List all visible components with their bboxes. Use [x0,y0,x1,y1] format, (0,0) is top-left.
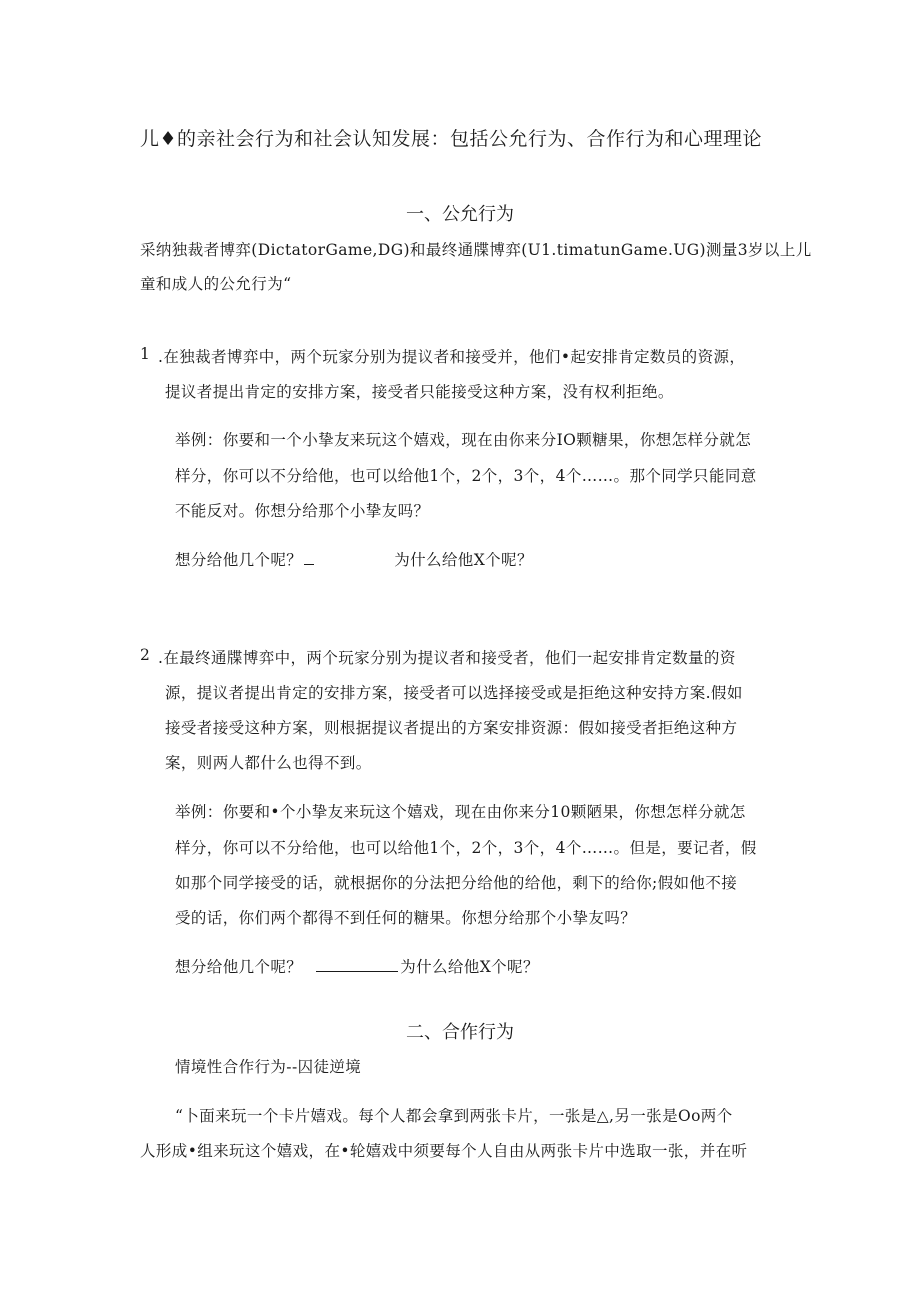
item1-example-line-1: 举例：你要和一个小挚友来玩这个嬉戏，现在由你来分IO颗糖果，你想怎样分就怎 [175,431,752,449]
intro-line-1: 采纳独裁者博弈(DictatorGame,DG)和最终通牒博弈(U1.timatunGame.UG)测量3岁以上儿 [140,241,812,259]
item2-line-4: 案，则两人都什么也得不到。 [165,754,372,772]
item1-question-why: 为什么给他X个呢？ [394,551,533,569]
item-number-1: 1 [140,345,150,363]
cooperation-paragraph-line-2: 人形成•组来玩这个嬉戏，在•轮嬉戏中须要每个人自由从两张卡片中选取一张，并在听 [140,1142,748,1160]
item2-example-line-4: 受的话，你们两个都得不到任何的糖果。你想分给那个小挚友吗？ [175,909,637,927]
item1-example-line-2: 样分，你可以不分给他，也可以给他1个，2个，3个，4个……。那个同学只能同意 [175,467,757,485]
cooperation-subheading: 情境性合作行为--囚徒逆境 [175,1058,362,1076]
item1-question-how-many: 想分给他几个呢？ [175,551,303,569]
document-title: 儿♦的亲社会行为和社会认知发展：包括公允行为、合作行为和心理理论 [140,128,763,150]
section-heading-fairness: 一、公允行为 [406,204,514,225]
item2-questions [175,955,539,977]
item2-example-line-1: 举例：你要和•个小挚友来玩这个嬉戏，现在由你来分10颗陋果，你想怎样分就怎 [175,803,746,821]
item2-question-why: 为什么给他X个呢？ [400,958,539,976]
answer-blank[interactable] [304,552,314,565]
item-number-2: 2 [140,646,150,664]
intro-line-2: 童和成人的公允行为“ [140,275,292,293]
item2-line-1: .在最终通牒博弈中，两个玩家分别为提议者和接受者，他们一起安排肯定数量的资 [158,649,736,667]
item2-example-line-2: 样分，你可以不分给他，也可以给他1个，2个，3个，4个……。但是，要记者，假 [175,839,757,857]
section-heading-cooperation: 二、合作行为 [406,1022,514,1043]
answer-blank[interactable] [316,959,398,972]
item2-example-line-3: 如那个同学接受的话，就根据你的分法把分给他的给他，剩下的给你;假如他不接 [175,874,738,892]
item2-line-3: 接受者接受这种方案，则根据提议者提出的方案安排资源：假如接受者拒绝这种方 [165,719,738,737]
cooperation-paragraph-line-1: “卜面来玩一个卡片嬉戏。每个人都会拿到两张卡片，一张是△,另一张是Oo两个 [175,1107,733,1125]
item2-line-2: 源，提议者提出肯定的安排方案，接受者可以选择接受或是拒绝这种安持方案.假如 [165,684,743,702]
item1-line-2: 提议者提出肯定的安排方案，接受者只能接受这种方案，没有权利拒绝。 [165,383,674,401]
item1-questions [175,548,533,570]
item2-question-how-many: 想分给他几个呢？ [175,958,303,976]
item1-line-1: .在独裁者博弈中，两个玩家分别为提议者和接受并，他们•起安排肯定数员的资源， [158,348,746,366]
item1-example-line-3: 不能反对。你想分给那个小挚友吗？ [175,502,430,520]
